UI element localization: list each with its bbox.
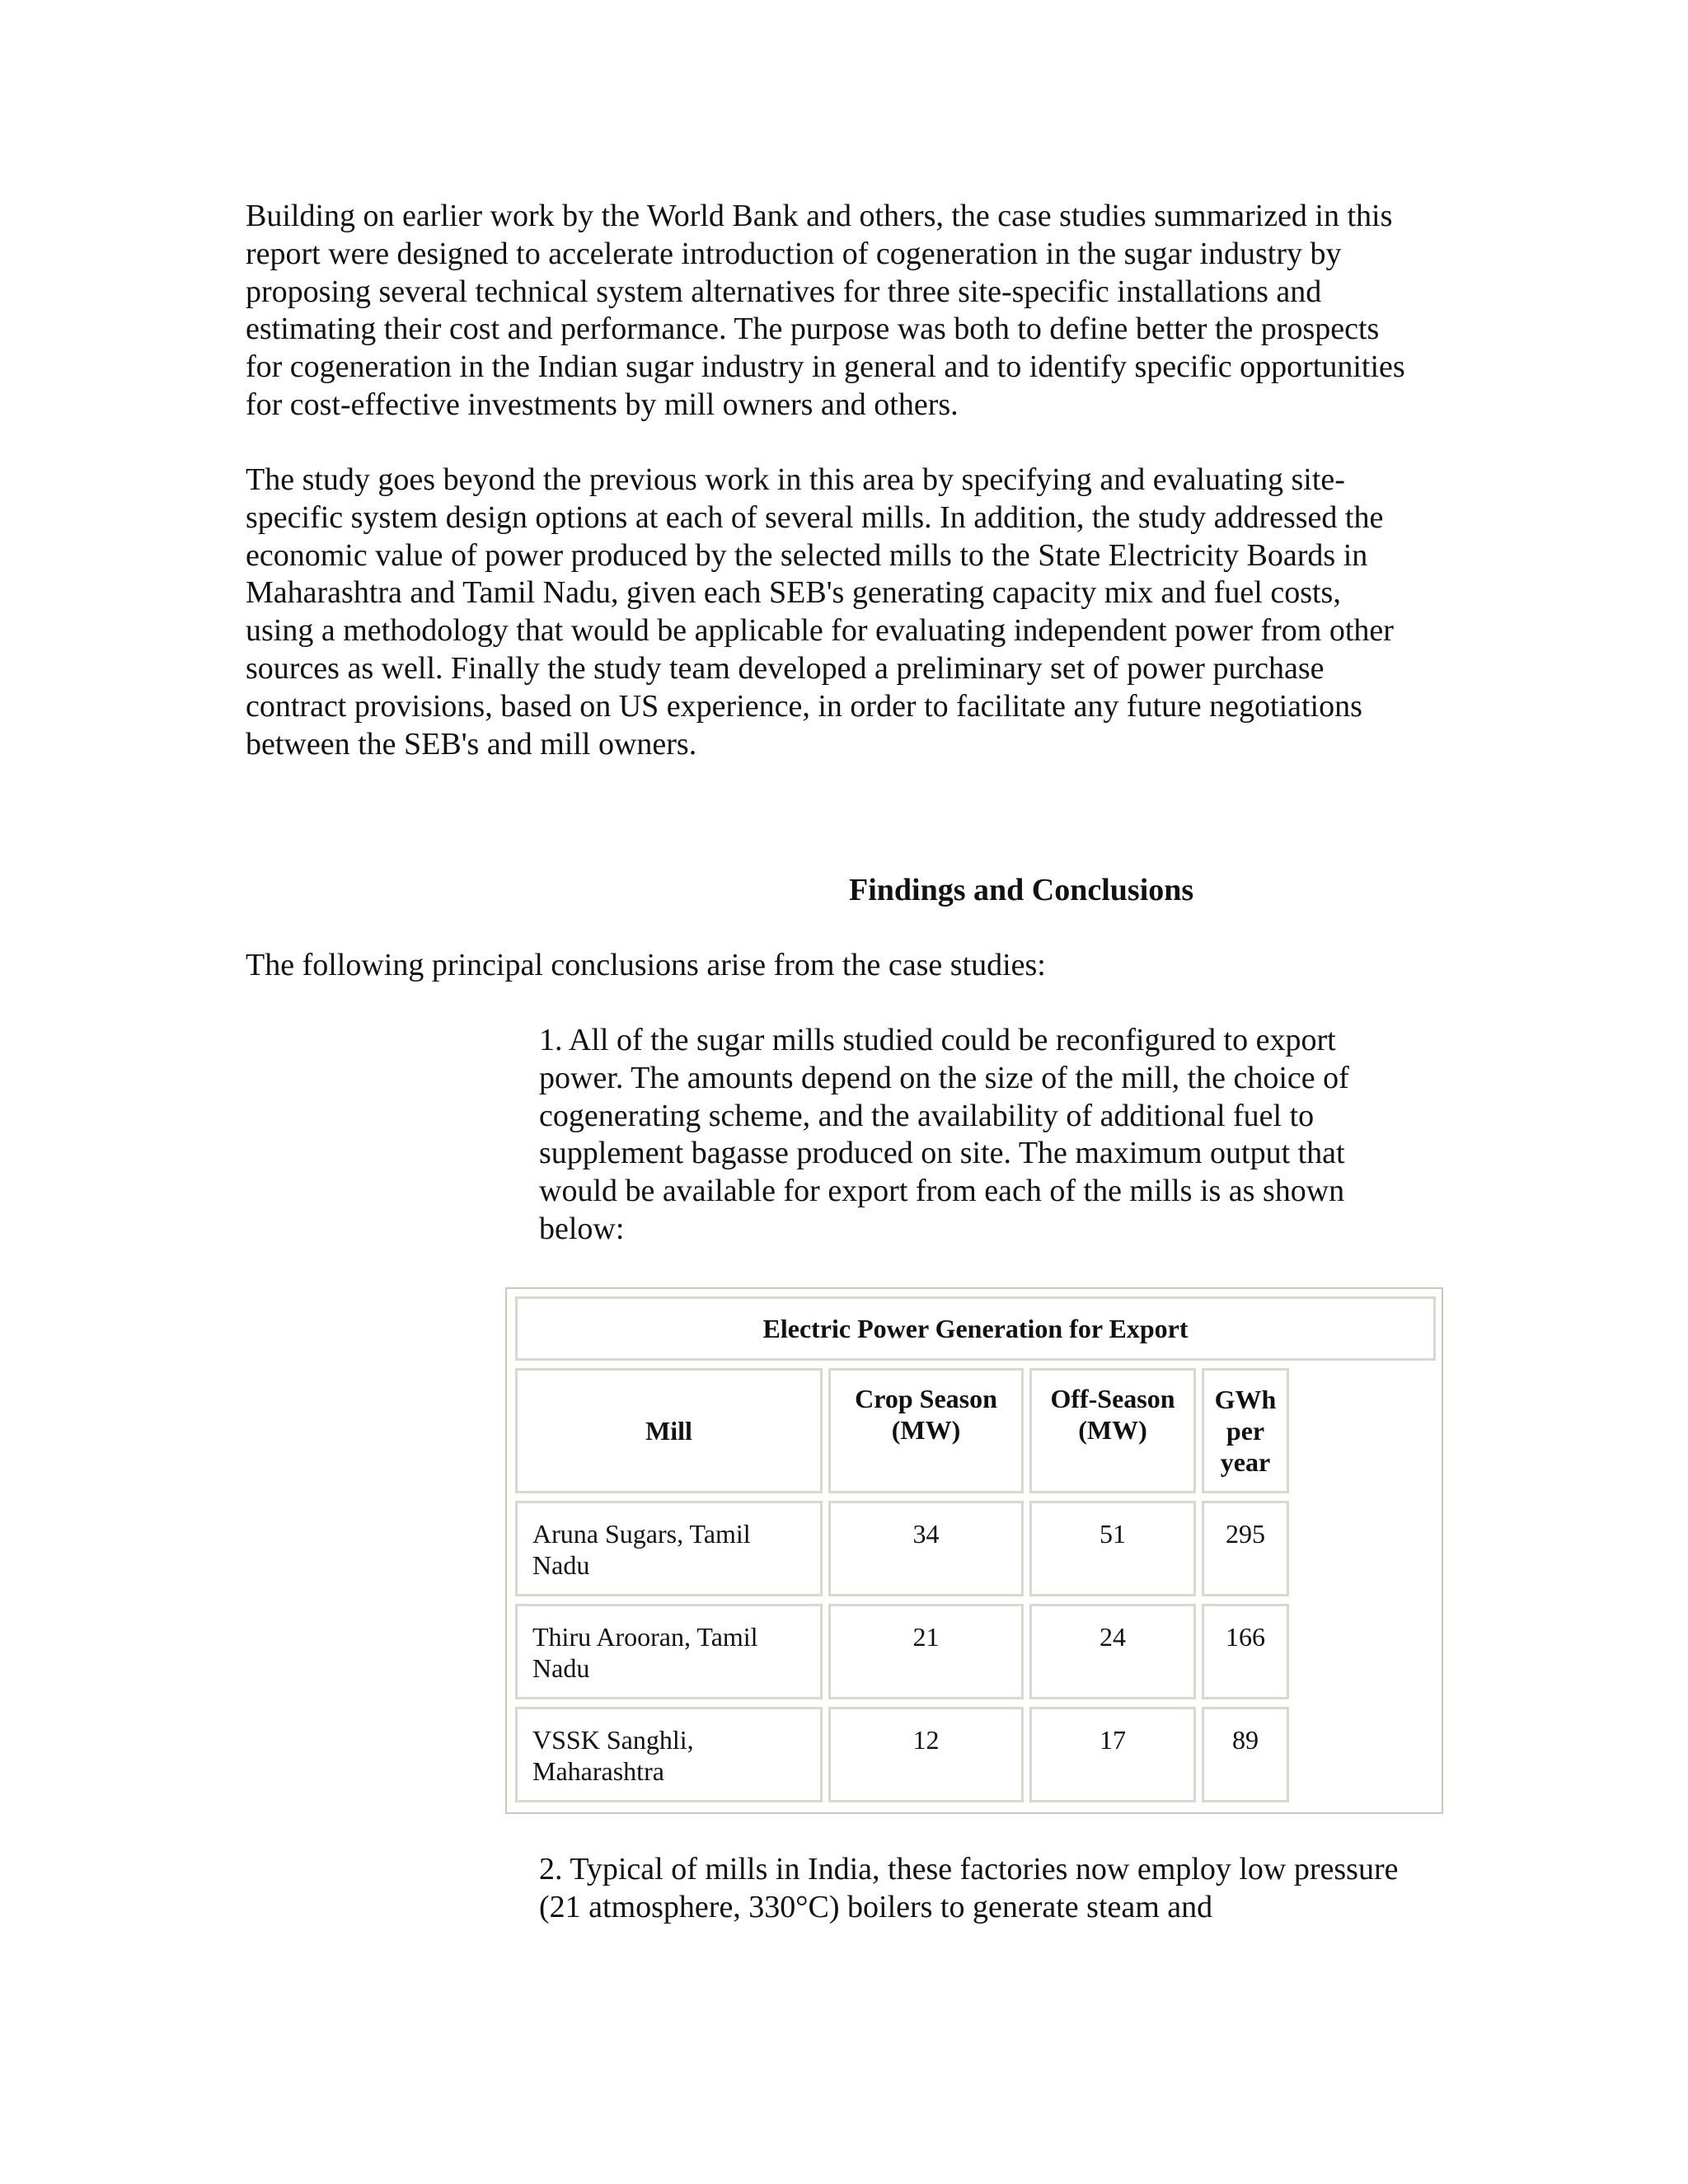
table-title: Electric Power Generation for Export: [515, 1296, 1436, 1361]
header-mill: Mill: [515, 1368, 823, 1493]
header-gwh-per-year: GWh per year: [1202, 1368, 1289, 1493]
table-cell-gwh: 89: [1202, 1707, 1289, 1802]
table-cell-mill: Thiru Arooran, Tamil Nadu: [515, 1604, 823, 1699]
table-cell-gwh: 166: [1202, 1604, 1289, 1699]
table-cell-mill: VSSK Sanghli, Maharashtra: [515, 1707, 823, 1802]
table-cell-gwh: 295: [1202, 1501, 1289, 1596]
conclusion-item-1: 1. All of the sugar mills studied could be reconfigured to export power. The amounts depend on the size of the mill, the choice of cogenerating scheme, and the availability of additional fuel to supplement bagasse produced on site. The maximum output that would be available for export from each of the mills is as shown below:: [539, 1023, 1349, 1246]
header-crop-season: Crop Season (MW): [828, 1368, 1024, 1493]
table-cell-crop: 12: [828, 1707, 1024, 1802]
table-cell-off-season: 24: [1029, 1604, 1196, 1699]
conclusion-item-2: 2. Typical of mills in India, these factories now employ low pressure (21 atmosphere, 330°C) boilers to generate steam and: [539, 1852, 1399, 1924]
table-cell-crop: 21: [828, 1604, 1024, 1699]
table-cell-off-season: 51: [1029, 1501, 1196, 1596]
table-cell-crop: 34: [828, 1501, 1024, 1596]
body-paragraph-1: Building on earlier work by the World Bank and others, the case studies summarized in this report were designed to accelerate introduction of cogeneration in the sugar industry by proposing several technical system alternatives for three site-specific installations and estimating their cost and performance. The purpose was both to define better the prospects for cogeneration in the Indian sugar industry in general and to identify specific opportunities for cost-effective investments by mill owners and others.: [246, 199, 1405, 422]
table-cell-mill: Aruna Sugars, Tamil Nadu: [515, 1501, 823, 1596]
intro-paragraph: The following principal conclusions arise from the case studies:: [246, 948, 1046, 982]
table-cell-off-season: 17: [1029, 1707, 1196, 1802]
section-heading: Findings and Conclusions: [849, 873, 1194, 907]
export-power-table: [505, 1287, 1443, 1814]
header-off-season: Off-Season (MW): [1029, 1368, 1196, 1493]
body-paragraph-2: The study goes beyond the previous work in this area by specifying and evaluating site-specific system design options at each of several mills. In addition, the study addressed the economic value of power produced by the selected mills to the State Electricity Boards in Maharashtra and Tamil Nadu, given each SEB's generating capacity mix and fuel costs, using a methodology that would be applicable for evaluating independent power from other sources as well. Finally the study team developed a preliminary set of power purchase contract provisions, based on US experience, in order to facilitate any future negotiations between the SEB's and mill owners.: [246, 462, 1394, 762]
